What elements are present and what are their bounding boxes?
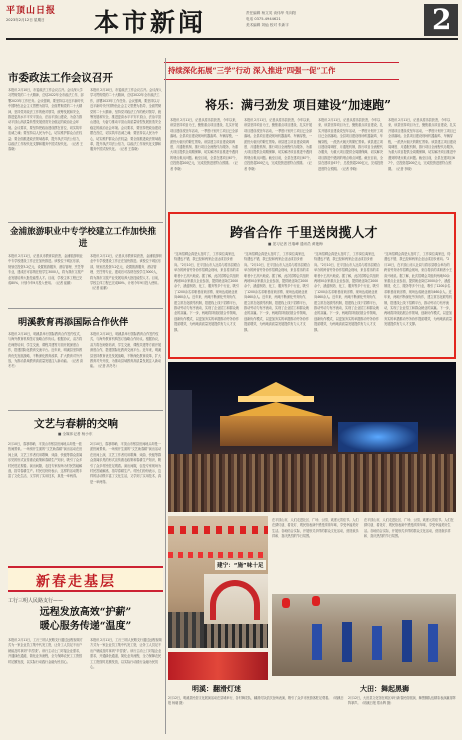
article-4-body-col2: 本报讯 2月11日，记者从市教育局获悉，金浦旅游职业中专学校建设工作正在加快推进。该校位于城区东部，规划总投资3.2亿元，设置旅游服务、酒店管理、烹饪等专业，建成后可容纳在校学生3000人，将为我市文旅产业发展培养大批技能型人才。目前，学校主体工程已完成80%，计划今年9月投入使用。（记者 崔鹏） [90,254,162,291]
dance-caption-title: 大田：舞起黑狮 [360,685,409,693]
article-5-body-col2: 本报讯 2月10日，明溪县举行国际教育合作签约仪式，与海外教育机构签订战略合作协议。根据协议，双方将在师资培训、学生交流、课程共建等方面开展深度合作，搭建国际化教育交流平台。近年来，明溪县坚持教育优先发展战略，不断深化教育改革，扩大教育对外开放，为推动县域教育高质量发展注入新动能。（记者 高冬冬） [90,332,162,369]
article-4-title: 金浦旅游职业中专学校建立工作加快推进 [9,227,157,249]
article-2-body-col4: 本报讯 2月11日，记者从将乐县获悉，今年以来，该县坚持项目为王，聚焦重点项目建设，扎实开展项目建设攻坚年活动，一季度计划开工项目已全部落地。全县项目建设现场机器轰鸣、车辆穿梭，一派热火朝天的繁忙景象。该县建立项目建设周调度、月通报机制，推行项目全流程代办服务，为重大项目提供全周期保障，切实解决项目推进中遇到的堵点难点问题。截至目前，全县在建项目67个，总投资超200亿元，完成投资进度符合预期。（记者 李晓） [388,118,456,171]
article-6-body: 2月10日，春寒料峭，平顶山市郏县田间地头却是一派热闹景象。一场别开生面的“文艺助春耕”演出活动在田间上演，文艺工作者们用歌舞、戏曲、快板等群众喜闻乐见的形式宣传惠农政策和春耕生产知识，吸引了众多村民驻足观看。演出间隙，农技专家现场为村民答疑解惑，指导春耕生产。村民们纷纷表示，这样的活动既丰富了文化生活，又学到了实用技术，真是一举两得。 [8,442,83,479]
dancer [402,620,412,662]
article-2-body-col2: 本报讯 2月11日，记者从将乐县获悉，今年以来，该县坚持项目为王，聚焦重点项目建设，扎实开展项目建设攻坚年活动，一季度计划开工项目已全部落地。全县项目建设现场机器轰鸣、车辆穿梭，一派热火朝天的繁忙景象。该县建立项目建设周调度、月通报机制，推行项目全流程代办服务，为重大项目提供全周期保障，切实解决项目推进中遇到的堵点难点问题。截至目前，全县在建项目67个，总投资超200亿元，完成投资进度符合预期。（记者 李晓） [244,118,313,171]
article-4-body: 本报讯 2月11日，记者从市教育局获悉，金浦旅游职业中专学校建设工作正在加快推进。该校位于城区东部，规划总投资3.2亿元，设置旅游服务、酒店管理、烹饪等专业，建成后可容纳在校学生3000人，将为我市文旅产业发展培养大批技能型人才。目前，学校主体工程已完成80%，计划今年9月投入使用。（记者 崔鹏） [8,254,84,286]
arch [210,580,260,620]
staff-info: 责任编辑 杨文英 谈伟华 朱向阳 电话 0375-4944621 美术编辑 刘灿 校对 朱新宇 [246,11,297,27]
ribbon-caption-body: 2月12日，明溪县民俗文化展演活动在县城举行，各村舞龙队、翻滑灯队依次登场表演，吸引了众多市民游客驻足观看。（明溪日报 杨朝 摄） [168,696,344,706]
newspaper-logo: 平顶山日报 [6,6,57,16]
lantern-row [168,552,268,558]
dancer [372,626,382,660]
section-title: 本市新闻 [94,8,207,37]
issue-date: 2023年2月12日 星期日 [6,18,45,22]
article-7-title: 远程发放高效“护薪” 暖心服务传递“温度” [39,607,132,632]
article-8-body: 在平顶山市，人们走进社区、广场、公园，欢度元宵佳节。人们在猜灯谜、看花灯、观民俗表演中感受浓浓年味，享受幸福美好生活。各地结合实际，开展形式多样的群众文化活动，营造欢乐祥和、喜庆热烈的节日氛围。 [272,518,359,539]
divider [8,222,163,223]
dancer [428,624,438,662]
dance-photo [272,594,456,676]
blue-gate [338,422,418,452]
article-6-body-col2: 2月10日，春寒料峭，平顶山市郏县田间地头却是一派热闹景象。一场别开生面的“文艺助春耕”演出活动在田间上演，文艺工作者们用歌舞、戏曲、快板等群众喜闻乐见的形式宣传惠农政策和春耕生产知识，吸引了众多村民驻足观看。演出间隙，农技专家现场为村民答疑解惑，指导春耕生产。村民们纷纷表示，这样的活动既丰富了文化生活，又学到了实用技术，真是一举两得。 [90,442,162,484]
ribbon-caption-title: 明溪：翻滑灯迷 [192,685,241,693]
pagoda-building [220,416,332,446]
spring-banner [8,566,163,592]
article-1-body: 本报讯 2月10日，市委政法工作会议召开。会议深入学习贯彻党的二十大精神，总结2022年全市政法工作，部署2023年工作任务。会议强调，要坚持以习近平新时代中国特色社会主义思想为指导，全面贯彻党的二十大精神，坚持党对政法工作的绝对领导，统筹发展和安全，推进更高水平平安平顶山、法治平顶山建设，为奋力推动平顶山高质量转型发展营造安全稳定的政治社会环境。会议要求，要坚持把政治建设摆在首位，切实筑牢忠诚之魂；要坚持以人民为中心，切实维护群众合法权益；要全面推进政法领域改革，提升执法司法公信力，以政法工作现代化支撑和服务中国式现代化。（记者 王春晓） [8,88,84,152]
spring-banner-text: 新春走基层 [36,574,116,590]
lantern [312,596,320,606]
divider [8,410,163,411]
article-2-title: 将乐：满弓劲发 项目建设“加速跑” [205,98,391,112]
pagoda-building [248,382,304,396]
masthead-rule [6,38,458,40]
banner-text: 持续深化拓展“三学”行动 深入推进“四强一促”工作 [168,66,336,75]
dance-caption-body: 2月12日，大田县文化馆在城区举行新春民俗展演，舞黑狮队伍精彩表演赢得阵阵掌声。（明溪日报 郑永辉 摄） [348,696,456,706]
dancer [342,622,352,662]
article-5-body: 本报讯 2月10日，明溪县举行国际教育合作签约仪式，与海外教育机构签订战略合作协议。根据协议，双方将在师资培训、学生交流、课程共建等方面开展深度合作，搭建国际化教育交流平台。近年来，明溪县坚持教育优先发展战略，不断深化教育改革，扩大教育对外开放，为推动县域教育高质量发展注入新动能。（记者 高冬冬） [8,332,84,369]
crowd [204,624,268,648]
article-3-body-col4: “这场招聘会真是太及时了，工作岗位离家近，待遇也不错，我已经和两家企业达成初步意向。”2月10日，在平顶山市人社局与将乐县联合举办的跨省劳务协作招聘会现场，来自将乐的求职者小王高兴地说。据了解，此次招聘会共组织两地50余家重点企业参加，提供就业岗位2000余个，涵盖制造、化工、服务等多个行业，吸引了1200余名求职者前来应聘，现场达成就业意向460余人。近年来，两地不断深化劳务协作，建立常态化联络机制，搭建线上线下招聘平台，推动劳动力有序流动，实现了企业招工和群众就业的双赢。下一步，两地将持续拓展合作领域，创新协作模式，以更加务实的举措推动劳务协作提质增效，为两地高质量发展提供有力人才支撑。 [384,252,452,327]
divider [8,308,163,309]
article-3-title: 跨省合作 千里送岗揽人才 [230,226,378,241]
article-2-body: 本报讯 2月11日，记者从将乐县获悉，今年以来，该县坚持项目为王，聚焦重点项目建设，扎实开展项目建设攻坚年活动，一季度计划开工项目已全部落地。全县项目建设现场机器轰鸣、车辆穿梭，一派热火朝天的繁忙景象。该县建立项目建设周调度、月通报机制，推行项目全流程代办服务，为重大项目提供全周期保障，切实解决项目推进中遇到的堵点难点问题。截至目前，全县在建项目67个，总投资超200亿元，完成投资进度符合预期。（记者 李晓） [170,118,239,171]
article-1-title: 市委政法工作会议召开 [8,72,113,84]
article-7-kicker: 工行三明人民路支行—— [8,598,64,604]
night-festival-photo [168,362,456,512]
pagoda-building [228,402,324,416]
article-3-body: “这场招聘会真是太及时了，工作岗位离家近，待遇也不错，我已经和两家企业达成初步意向。”2月10日，在平顶山市人社局与将乐县联合举办的跨省劳务协作招聘会现场，来自将乐的求职者小王高兴地说。据了解，此次招聘会共组织两地50余家重点企业参加，提供就业岗位2000余个，涵盖制造、化工、服务等多个行业，吸引了1200余名求职者前来应聘，现场达成就业意向460余人。近年来，两地不断深化劳务协作，建立常态化联络机制，搭建线上线下招聘平台，推动劳动力有序流动，实现了企业招工和群众就业的双赢。下一步，两地将持续拓展合作领域，创新协作模式，以更加务实的举措推动劳务协作提质增效，为两地高质量发展提供有力人才支撑。 [174,252,240,332]
lantern-row [168,526,268,534]
article-6-byline: ■ 全媒体记者 杨小东 [58,432,93,436]
article-8-body-col2: 在平顶山市，人们走进社区、广场、公园，欢度元宵佳节。人们在猜灯谜、看花灯、观民俗表演中感受浓浓年味，享受幸福美好生活。各地结合实际，开展形式多样的群众文化活动，营造欢乐祥和、喜庆热烈的节日氛围。 [364,518,454,539]
lantern-wall-caption: 建宁：“施”味十足 [215,560,266,570]
masthead [0,0,462,50]
page-number: 2 [432,3,452,36]
top-banner [164,62,399,80]
article-7-body-col2: 本报讯 2月11日，工行三明人民路支行通过远程视频方式为一家企业员工集中代发工资，让务工人员足不出户就能及时拿到“辛苦钱”。该行主动上门对接企业需求，开通绿色通道，简化业务流程，全力保障农民工工资按时足额发放，以实际行动践行金融为民初心。 [90,638,162,670]
lantern [282,598,290,608]
article-1-body-col2: 本报讯 2月10日，市委政法工作会议召开。会议深入学习贯彻党的二十大精神，总结2022年全市政法工作，部署2023年工作任务。会议强调，要坚持以习近平新时代中国特色社会主义思想为指导，全面贯彻党的二十大精神，坚持党对政法工作的绝对领导，统筹发展和安全，推进更高水平平安平顶山、法治平顶山建设，为奋力推动平顶山高质量转型发展营造安全稳定的政治社会环境。会议要求，要坚持把政治建设摆在首位，切实筑牢忠诚之魂；要坚持以人民为中心，切实维护群众合法权益；要全面推进政法领域改革，提升执法司法公信力，以政法工作现代化支撑和服务中国式现代化。（记者 王春晓） [90,88,162,152]
dancer [312,624,322,660]
red-ribbon-photo [168,652,268,680]
tall-building [168,390,192,460]
article-2-body-col3: 本报讯 2月11日，记者从将乐县获悉，今年以来，该县坚持项目为王，聚焦重点项目建设，扎实开展项目建设攻坚年活动，一季度计划开工项目已全部落地。全县项目建设现场机器轰鸣、车辆穿梭，一派热火朝天的繁忙景象。该县建立项目建设周调度、月通报机制，推行项目全流程代办服务，为重大项目提供全周期保障，切实解决项目推进中遇到的堵点难点问题。截至目前，全县在建项目67个，总投资超200亿元，完成投资进度符合预期。（记者 李晓） [318,118,384,171]
column-divider [165,58,166,734]
article-6-title: 文艺与春耕的交响 [34,418,118,430]
crowd [168,454,456,512]
article-7-body: 本报讯 2月11日，工行三明人民路支行通过远程视频方式为一家企业员工集中代发工资，让务工人员足不出户就能及时拿到“辛苦钱”。该行主动上门对接企业需求，开通绿色通道，简化业务流程，全力保障农民工工资按时足额发放，以实际行动践行金融为民初心。 [8,638,83,664]
red-arch-photo [204,574,268,648]
article-5-title: 明溪教育再添国际合作伙伴 [18,317,129,328]
article-3-body-col3: “这场招聘会真是太及时了，工作岗位离家近，待遇也不错，我已经和两家企业达成初步意向。”2月10日，在平顶山市人社局与将乐县联合举办的跨省劳务协作招聘会现场，来自将乐的求职者小王高兴地说。据了解，此次招聘会共组织两地50余家重点企业参加，提供就业岗位2000余个，涵盖制造、化工、服务等多个行业，吸引了1200余名求职者前来应聘，现场达成就业意向460余人。近年来，两地不断深化劳务协作，建立常态化联络机制，搭建线上线下招聘平台，推动劳动力有序流动，实现了企业招工和群众就业的双赢。下一步，两地将持续拓展合作领域，创新协作模式，以更加务实的举措推动劳务协作提质增效，为两地高质量发展提供有力人才支撑。 [314,252,380,332]
article-3-body-col2: “这场招聘会真是太及时了，工作岗位离家近，待遇也不错，我已经和两家企业达成初步意向。”2月10日，在平顶山市人社局与将乐县联合举办的跨省劳务协作招聘会现场，来自将乐的求职者小王高兴地说。据了解，此次招聘会共组织两地50余家重点企业参加，提供就业岗位2000余个，涵盖制造、化工、服务等多个行业，吸引了1200余名求职者前来应聘，现场达成就业意向460余人。近年来，两地不断深化劳务协作，建立常态化联络机制，搭建线上线下招聘平台，推动劳动力有序流动，实现了企业招工和群众就业的双赢。下一步，两地将持续拓展合作领域，创新协作模式，以更加务实的举措推动劳务协作提质增效，为两地高质量发展提供有力人才支撑。 [244,252,310,332]
page-number-box [424,4,458,36]
article-3-byline: ■ 见习记者 吕瑞峰 通讯员 黄艳梅 [268,242,323,246]
